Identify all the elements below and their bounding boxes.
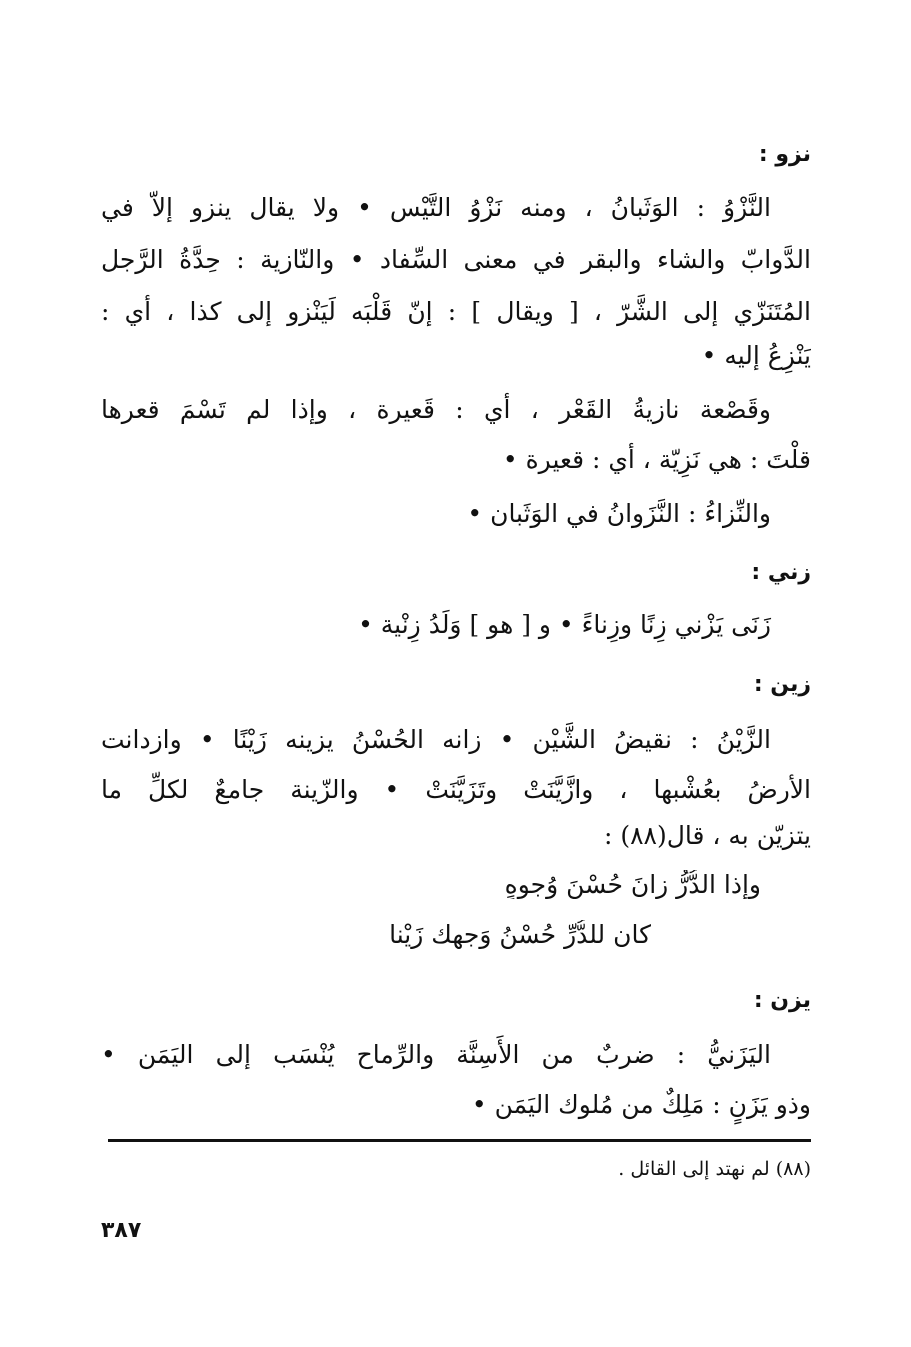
entry-line: يتزيّن به ، قال(٨٨) : [603,821,811,850]
entry-heading-yzn: يزن : [753,988,811,1013]
entry-heading-nzw: نزو : [758,142,811,167]
entry-line: زَنَى يَزْني زِنًا وزِناءً • و [ هو ] وَلَدُ زِنْية • [358,610,771,639]
entry-line: قلْتَ : هي نَزِيّة ، أي : قعيرة • [502,445,811,474]
entry-line: وذو يَزَنٍ : مَلِكٌ من مُلوك اليَمَن • [471,1090,811,1119]
footnote-divider [108,1139,811,1142]
entry-heading-zyn: زين : [753,672,811,697]
verse-line-2: كان للدُّرِّ حُسْنُ وَجهِك زَيْنا [389,920,651,949]
entry-line: وقَصْعة نازيةُ القَعْر ، أي : قَعيرة ، وإذا لم تَسْمَ قعرها [101,395,771,424]
entry-heading-zny: زني : [751,560,811,585]
verse-line-1: وإذا الدُّرُّ زانَ حُسْنَ وُجوهٍ [504,870,761,899]
entry-line: يَنْزِعُ إليه • [701,341,811,370]
entry-line: اليَزَنيُّ : ضربٌ من الأَسِنَّة والرِّماح يُنْسَب إلى اليَمَن • [101,1040,771,1069]
entry-line: والنِّزاءُ : النَّزَوانُ في الوَثَبان • [467,499,771,528]
footnote: (٨٨) لم نهتد إلى القائل . [618,1158,811,1180]
page-number: ٣٨٧ [101,1218,142,1243]
entry-line: الزَّيْنُ : نقيضُ الشَّيْن • زانه الحُسْنُ يزينه زَيْنًا • وازدانت [101,725,771,754]
entry-line: النَّزْوُ : الوَثَبانُ ، ومنه نَزْوُ التَّيْس • ولا يقال ينزو إلاّ في [101,193,771,222]
entry-line: الأرضُ بعُشْبها ، وازَّيَّنَتْ وتَزَيَّنَتْ • والزّينة جامعٌ لكلِّ ما [101,775,811,804]
entry-line: المُتَنَزّي إلى الشَّرّ ، [ ويقال ] : إنّ قَلْبَه لَيَنْزو إلى كذا ، أي : [101,297,811,326]
entry-line: الدَّوابّ والشاء والبقر في معنى السِّفاد • والنّازية : حِدَّةُ الرَّجل [101,245,811,274]
